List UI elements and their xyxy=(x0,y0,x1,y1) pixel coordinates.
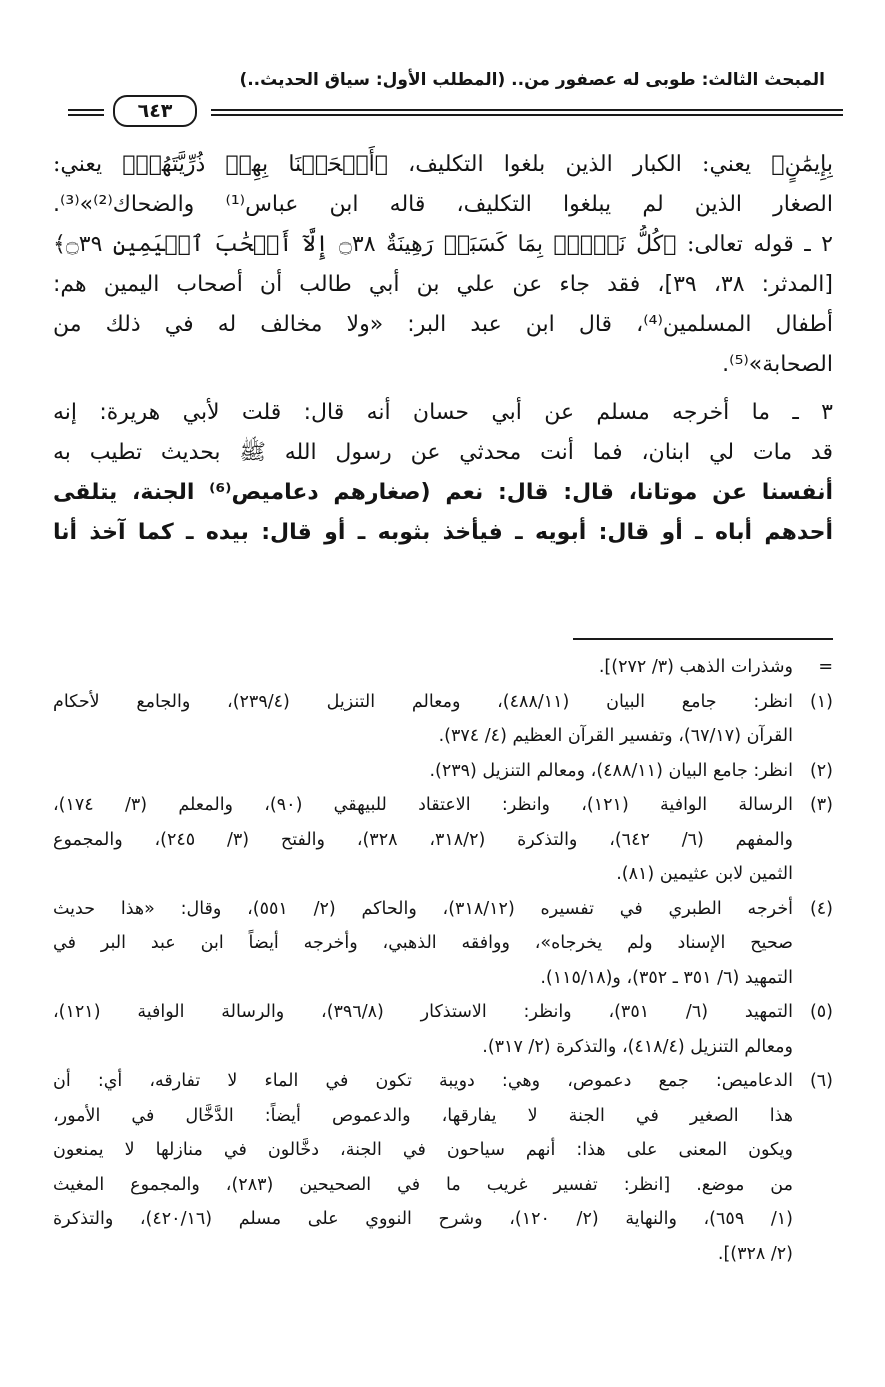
footnote-text: الثمين لابن عثيمين (٨١). xyxy=(616,864,793,884)
footnote-line xyxy=(53,1099,833,1134)
body-line: أطفال المسلمين⁽⁴⁾، قال ابن عبد البر: «ولا مخالف له في ذلك من xyxy=(53,312,833,337)
footnote-line xyxy=(53,1030,833,1065)
footnote-line xyxy=(53,1202,833,1237)
footnote-line xyxy=(53,788,833,823)
footnote-text: أخرجه الطبري في تفسيره (٣١٨/١٢)، والحاكم (٢/ ٥٥١)، وقال: «هذا حديث xyxy=(53,898,793,919)
footnote-text: (١/ ٦٥٩)، والنهاية (٢/ ١٢٠)، وشرح النووي على مسلم (٤٢٠/١٦)، والتذكرة xyxy=(53,1209,793,1229)
footnote-marker: (٢) xyxy=(809,760,833,781)
footnote-text: وشذرات الذهب (٣/ ٢٧٢)]. xyxy=(598,657,793,677)
footnote-text: القرآن (٦٧/١٧)، وتفسير القرآن العظيم (٤/ ٣٧٤). xyxy=(438,726,793,746)
page-number: ٦٤٣ xyxy=(113,95,197,127)
footnote-line xyxy=(53,1237,833,1272)
footnote-line xyxy=(53,754,833,789)
footnote-text: انظر: جامع البيان (٤٨٨/١١)، ومعالم التنزيل (٢٣٩). xyxy=(429,760,793,781)
footnote-separator xyxy=(573,638,833,640)
header-rule-left xyxy=(68,109,104,116)
footnote-line xyxy=(53,823,833,858)
body-line: قد مات لي ابنان، فما أنت محدثي عن رسول الله ﷺ بحديث تطيب به xyxy=(53,440,833,465)
header-rule xyxy=(58,95,843,125)
body-line: ٢ ـ قوله تعالى: ﴿كُلُّ نَفۡسِۭ بِمَا كَسَبَتۡ رَهِينَةٌ ۝٣٨ إِلَّآ أَصۡحَٰبَ ٱلۡيَمِينِ ۝٣٩﴾ xyxy=(53,232,833,257)
footnote-text: التمهيد (٦/ ٣٥١)، وانظر: الاستذكار (٣٩٦/٨)، والرسالة الوافية (١٢١)، xyxy=(53,1002,793,1022)
hadith-line: أحدهم أباه ـ أو قال: أبويه ـ فيأخذ بثوبه ـ أو قال: بيده ـ كما آخذ أنا xyxy=(53,520,833,545)
header-rule-right xyxy=(211,109,843,116)
footnote-line xyxy=(53,1168,833,1203)
footnote-text: (٢/ ٣٢٨)]. xyxy=(717,1243,793,1264)
hadith-line: أنفسنا عن موتانا، قال: قال: نعم (صغارهم دعاميص⁽⁶⁾ الجنة، يتلقى xyxy=(53,480,833,505)
footnote-text: التمهيد (٦/ ٣٥١ ـ ٣٥٢)، و(١١٥/١٨). xyxy=(540,967,793,988)
footnote-text: هذا الصغير في الجنة لا يفارقها، والدعموص أيضاً: الدَّخَّال في الأمور، xyxy=(53,1105,793,1126)
running-head: المبحث الثالث: طوبى له عصفور من.. (المطلب الأول: سياق الحديث..) xyxy=(239,70,825,90)
footnote-marker: = xyxy=(818,657,833,677)
footnote-text: انظر: جامع البيان (٤٨٨/١١)، ومعالم التنزيل (٢٣٩/٤)، والجامع لأحكام xyxy=(53,691,793,712)
footnote-text: الدعاميص: جمع دعموص، وهي: دويبة تكون في الماء لا تفارقه، أي: أن xyxy=(53,1071,793,1091)
body-line: الصحابة»⁽⁵⁾. xyxy=(722,352,833,377)
body-line: الصغار الذين لم يبلغوا التكليف، قاله ابن عباس⁽¹⁾ والضحاك⁽²⁾»⁽³⁾. xyxy=(53,192,833,217)
footnote-line xyxy=(53,926,833,961)
footnote-line xyxy=(53,1133,833,1168)
footnote-line xyxy=(53,1064,833,1099)
footnote-line xyxy=(53,650,833,685)
footnote-text: ويكون المعنى على هذا: أنهم سياحون في الجنة، دخَّالون في منازلها لا يمنعون xyxy=(53,1140,793,1160)
body-line: بِإِيمَٰنٍ﴾ يعني: الكبار الذين بلغوا التكليف، ﴿أَلۡحَقۡنَا بِهِمۡ ذُرِّيَّتَهُمۡ﴾ يعني: xyxy=(53,152,833,177)
main-text xyxy=(53,145,833,553)
footnote-line xyxy=(53,685,833,720)
footnote-marker: (٣) xyxy=(809,795,833,815)
footnote-text: صحيح الإسناد ولم يخرجاه»، ووافقه الذهبي، وأخرجه أيضاً ابن عبد البر في xyxy=(53,933,793,953)
footnote-line xyxy=(53,857,833,892)
footnote-marker: (١) xyxy=(809,691,833,712)
body-line: ٣ ـ ما أخرجه مسلم عن أبي حسان أنه قال: قلت لأبي هريرة: إنه xyxy=(53,400,833,425)
footnotes xyxy=(53,650,833,1271)
footnote-line xyxy=(53,892,833,927)
footnote-marker: (٥) xyxy=(809,1002,833,1022)
footnote-text: من موضع. [انظر: تفسير غريب ما في الصحيحين (٢٨٣)، والمجموع المغيث xyxy=(53,1174,793,1195)
footnote-text: والمفهم (٦/ ٦٤٢)، والتذكرة (٣١٨/٢، ٣٢٨)، والفتح (٣/ ٢٤٥)، والمجموع xyxy=(53,829,793,850)
footnote-text: ومعالم التنزيل (٤١٨/٤)، والتذكرة (٢/ ٣١٧). xyxy=(482,1036,793,1057)
footnote-line xyxy=(53,995,833,1030)
body-line: [المدثر: ٣٨، ٣٩]، فقد جاء عن علي بن أبي طالب أن أصحاب اليمين هم: xyxy=(53,272,833,297)
footnote-line xyxy=(53,719,833,754)
footnote-text: الرسالة الوافية (١٢١)، وانظر: الاعتقاد للبيهقي (٩٠)، والمعلم (٣/ ١٧٤)، xyxy=(53,795,793,815)
footnote-line xyxy=(53,961,833,996)
footnote-marker: (٦) xyxy=(809,1071,833,1091)
footnote-marker: (٤) xyxy=(809,898,833,919)
